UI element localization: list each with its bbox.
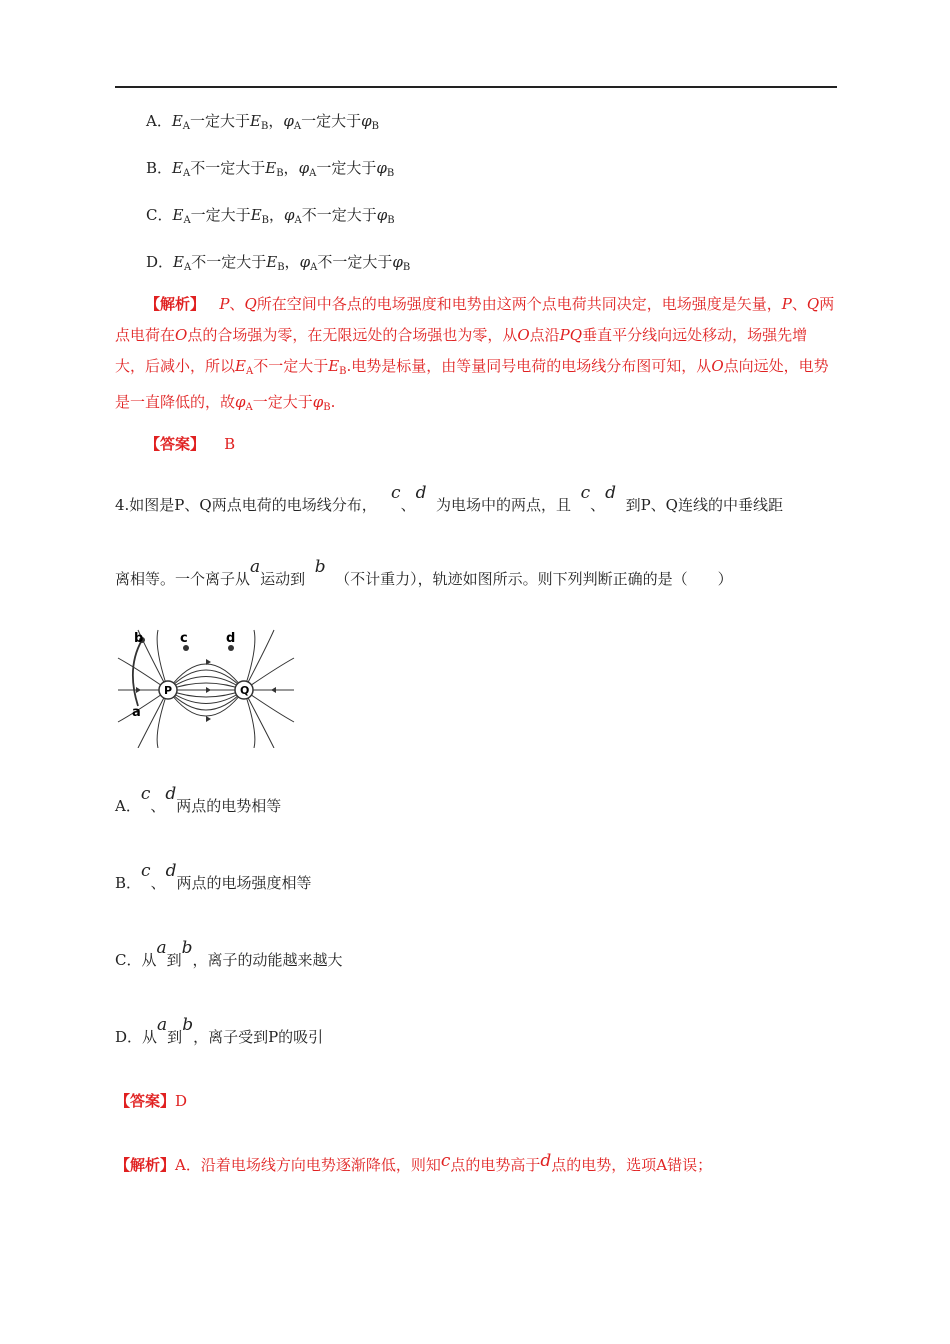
var-e: E — [250, 112, 261, 130]
text: 一定大于 — [190, 112, 251, 130]
sub: A — [182, 168, 191, 179]
text: 4.如图是P、Q两点电荷的电场线分布， — [115, 496, 377, 514]
answer-tag: 【答案】 — [115, 1092, 176, 1110]
q4-answer — [115, 1090, 187, 1111]
var-c: c — [440, 1151, 451, 1171]
var: E — [328, 357, 340, 375]
var-phi: φ — [299, 253, 311, 271]
text: 两点电荷在 — [115, 295, 835, 344]
arrow-icon — [206, 687, 211, 693]
var-phi: φ — [298, 159, 310, 177]
q3-option-a[interactable] — [146, 110, 379, 132]
sub: A — [310, 262, 318, 273]
sub: B — [323, 402, 331, 413]
var: O — [711, 357, 724, 375]
var-phi: φ — [284, 206, 295, 224]
var-phi: φ — [392, 253, 403, 271]
text: 到 — [166, 951, 182, 969]
var-e: E — [172, 159, 183, 177]
var-d: d — [605, 483, 617, 503]
q3-option-b[interactable] — [146, 157, 394, 179]
q4-stem-line1 — [115, 483, 783, 515]
sub: B — [276, 168, 284, 179]
option-label: C． — [146, 206, 173, 224]
text: 不一定大于 — [190, 159, 266, 177]
q4-option-b[interactable] — [115, 861, 312, 893]
var: P — [781, 295, 792, 313]
var-phi: φ — [376, 159, 387, 177]
sub: B — [261, 121, 269, 132]
sub: A — [183, 215, 191, 226]
text: 运动到 — [260, 570, 306, 588]
text: 、 — [791, 295, 807, 313]
q4-option-c[interactable] — [115, 938, 343, 970]
text: .电势是标量，由等量同号电荷的电场线分布图可知，从 — [346, 357, 712, 375]
text: 一定大于 — [301, 112, 362, 130]
text: A．沿着电场线方向电势逐渐降低，则知 — [175, 1156, 441, 1174]
label-b: b — [134, 631, 144, 646]
sub: B — [387, 215, 395, 226]
var-e: E — [171, 112, 183, 130]
header-rule — [115, 86, 837, 88]
text: 一定大于 — [190, 206, 251, 224]
sep: 、 — [150, 797, 166, 815]
option-label: D．从 — [115, 1028, 158, 1046]
sep: 、 — [590, 496, 606, 514]
sub: A — [294, 215, 302, 226]
var-a: a — [156, 938, 167, 958]
var-c: c — [391, 483, 401, 503]
var-d: d — [165, 861, 177, 881]
var: φ — [312, 393, 324, 411]
q3-analysis — [115, 289, 837, 423]
text: 两点的电场强度相等 — [176, 874, 312, 892]
option-label: C．从 — [115, 951, 157, 969]
text: 所在空间中各点的电场强度和电势由这两个点电荷共同决定，电场强度是矢量， — [256, 295, 782, 313]
q4-analysis — [115, 1151, 713, 1175]
sub: B — [386, 168, 395, 179]
text: 两点的电势相等 — [176, 797, 282, 815]
var-e: E — [173, 253, 184, 271]
text: 点的电势高于 — [450, 1156, 541, 1174]
sub: A — [183, 262, 192, 273]
sep: 、 — [400, 496, 416, 514]
var-phi: φ — [361, 112, 372, 130]
var-e: E — [172, 206, 184, 224]
text: 到P、Q连线的中垂线距 — [625, 496, 783, 514]
analysis-tag: 【解析】 — [145, 295, 206, 313]
analysis-tag: 【解析】 — [115, 1156, 176, 1174]
text: ，离子受到P的吸引 — [193, 1028, 324, 1046]
var: O — [175, 326, 188, 344]
var-b: b — [181, 938, 193, 958]
sub: B — [371, 121, 380, 132]
q4-stem-line2 — [115, 557, 733, 589]
var-c: c — [580, 483, 591, 503]
sub: B — [277, 262, 285, 273]
sub: A — [293, 121, 302, 132]
sep: ， — [268, 112, 284, 130]
sub: A — [245, 366, 254, 377]
option-label: A． — [115, 797, 141, 815]
option-label: D． — [146, 253, 174, 271]
sub: B — [339, 366, 347, 377]
text: . — [330, 393, 336, 411]
sep: ， — [283, 159, 299, 177]
arrow-icon — [271, 687, 276, 693]
q3-option-d[interactable] — [146, 251, 410, 273]
var-a: a — [157, 1015, 168, 1035]
sep: 、 — [150, 874, 166, 892]
q3-answer — [145, 433, 235, 454]
sub: B — [402, 262, 411, 273]
var: Q — [244, 295, 257, 313]
var-phi: φ — [376, 206, 388, 224]
text: 点的电势，选项A错误； — [551, 1156, 713, 1174]
text: 点沿 — [529, 326, 560, 344]
var: O — [517, 326, 530, 344]
text: 离相等。一个离子从 — [115, 570, 251, 588]
text: ，离子的动能越来越大 — [192, 951, 343, 969]
arrow-icon — [206, 716, 211, 722]
var-d: d — [415, 483, 427, 503]
var-e: E — [265, 159, 277, 177]
var: E — [235, 357, 246, 375]
var-phi: φ — [283, 112, 294, 130]
answer-value: B — [224, 435, 236, 453]
label-p: P — [164, 684, 173, 697]
q4-option-a[interactable] — [115, 784, 282, 816]
text: 不一定大于 — [301, 206, 377, 224]
text: 不一定大于 — [191, 253, 267, 271]
text: 一定大于 — [316, 159, 377, 177]
var: PQ — [559, 326, 583, 344]
answer-value: D — [175, 1092, 188, 1110]
sub: A — [309, 168, 317, 179]
text: 垂直平分线向远处移动，场强先增大，后减小，所以 — [115, 326, 808, 375]
answer-tag: 【答案】 — [145, 435, 206, 453]
label-d: d — [226, 631, 236, 646]
text: 点的合场强为零，在无限远处的合场强也为零，从 — [187, 326, 518, 344]
sep: ， — [269, 206, 285, 224]
sub: A — [182, 121, 191, 132]
q3-option-c[interactable] — [146, 204, 395, 226]
label-a: a — [132, 705, 141, 720]
label-q: Q — [240, 684, 250, 697]
var-c: c — [140, 784, 151, 804]
option-label: B． — [146, 159, 173, 177]
var-b: b — [182, 1015, 194, 1035]
var-c: c — [141, 861, 151, 881]
var-a: a — [250, 557, 261, 577]
var-d: d — [165, 784, 177, 804]
text: 、 — [229, 295, 245, 313]
option-label: B． — [115, 874, 142, 892]
sub: A — [245, 402, 253, 413]
label-c: c — [180, 631, 188, 646]
sep: ， — [284, 253, 300, 271]
field-lines-figure — [116, 628, 296, 748]
var: P — [219, 295, 230, 313]
arrow-icon — [136, 687, 141, 693]
text: （不计重力），轨迹如图所示。则下列判断正确的是（ ） — [335, 570, 733, 588]
var-e: E — [250, 206, 262, 224]
var-b: b — [314, 557, 326, 577]
text: 点向远处，电势是一直降低的，故 — [115, 357, 829, 411]
var-d: d — [540, 1151, 552, 1171]
text: 为电场中的两点，且 — [436, 496, 572, 514]
option-label: A． — [146, 112, 172, 130]
text: 一定大于 — [252, 393, 313, 411]
text: 不一定大于 — [317, 253, 393, 271]
q4-option-d[interactable] — [115, 1015, 324, 1047]
var: Q — [806, 295, 820, 313]
text: 不一定大于 — [253, 357, 329, 375]
var-e: E — [266, 253, 278, 271]
sub: B — [261, 215, 269, 226]
text: 到 — [167, 1028, 183, 1046]
var: φ — [235, 393, 246, 411]
